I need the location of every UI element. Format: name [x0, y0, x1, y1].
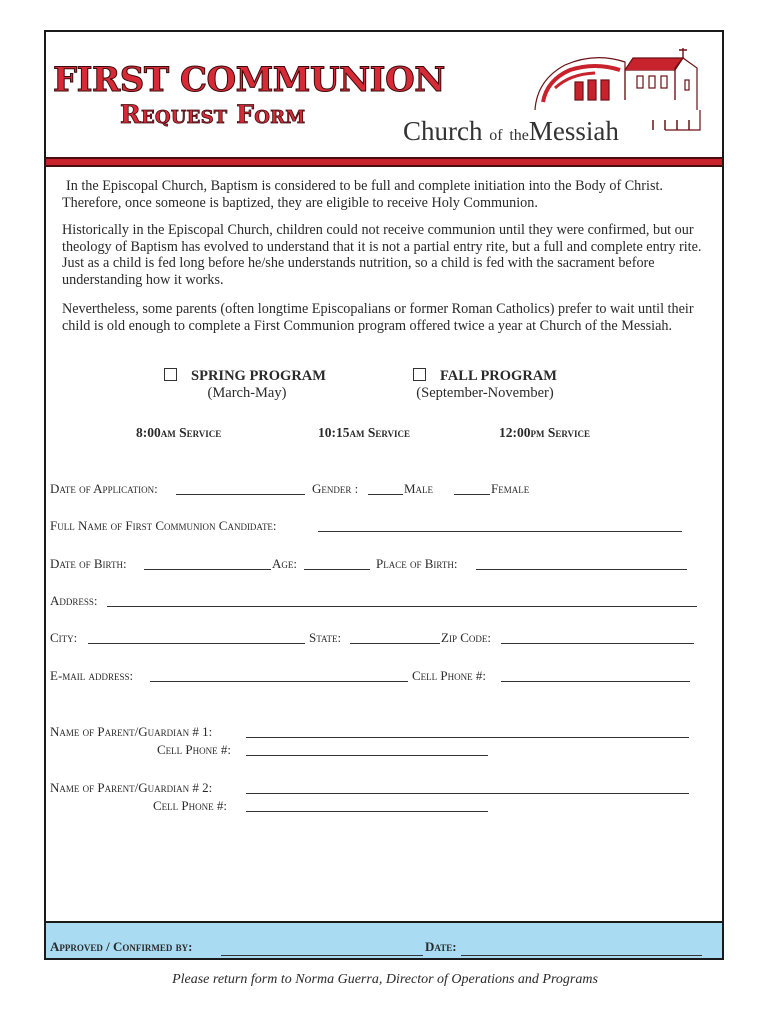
spring-program-label: SPRING PROGRAM — [191, 368, 326, 384]
address-field[interactable] — [107, 606, 697, 607]
parent1-label: Name of Parent/Guardian # 1: — [50, 724, 213, 739]
header-divider — [46, 157, 722, 167]
parent2-field[interactable] — [246, 793, 689, 794]
address-label: Address: — [50, 593, 98, 608]
full-name-field[interactable] — [318, 531, 682, 532]
place-of-birth-label: Place of Birth: — [376, 556, 458, 571]
email-field[interactable] — [150, 681, 408, 682]
church-name: Church of theMessiah — [403, 116, 619, 146]
female-field[interactable] — [454, 494, 490, 495]
date-of-birth-field[interactable] — [144, 569, 271, 570]
male-field[interactable] — [368, 494, 403, 495]
female-label: Female — [491, 481, 530, 496]
fall-checkbox[interactable] — [413, 368, 426, 381]
city-field[interactable] — [88, 643, 305, 644]
city-label: City: — [50, 630, 78, 645]
male-label: Male — [404, 481, 434, 496]
cell-phone-field[interactable] — [501, 681, 690, 682]
approval-date-field[interactable] — [461, 955, 702, 956]
parent2-cell-field[interactable] — [246, 811, 488, 812]
full-name-label: Full Name of First Communion Candidate: — [50, 518, 277, 533]
spring-checkbox[interactable] — [164, 368, 177, 381]
intro-paragraph-3: Nevertheless, some parents (often longtime Episcopalians or former Roman Catholics) prefer to wait until their child is old enough to complete a First Communion program offered twice a year at Church of the Messiah. — [62, 301, 694, 334]
approved-by-field[interactable] — [221, 955, 423, 956]
spring-program-months: (March-May) — [207, 385, 287, 401]
parent2-cell-label: Cell Phone #: — [153, 798, 228, 813]
gender-label: Gender : — [312, 481, 359, 496]
date-of-application-label: Date of Application: — [50, 481, 158, 496]
email-label: E-mail address: — [50, 668, 134, 683]
parent1-cell-label: Cell Phone #: — [157, 742, 232, 757]
intro-paragraph-1: In the Episcopal Church, Baptism is considered to be full and complete initiation into the Body of Christ. Therefore, once someone is baptized, they are eligible to receive Holy Communion. — [62, 178, 663, 211]
age-label: Age: — [272, 556, 297, 571]
date-label: Date: — [425, 939, 457, 954]
state-field[interactable] — [350, 643, 440, 644]
service-1015am: 10:15am Service — [318, 425, 411, 440]
fall-program — [395, 368, 575, 402]
return-instructions: Please return form to Norma Guerra, Director of Operations and Programs — [172, 972, 598, 987]
date-of-birth-label: Date of Birth: — [50, 556, 127, 571]
service-800am: 8:00am Service — [136, 425, 222, 440]
place-of-birth-field[interactable] — [476, 569, 687, 570]
spring-program — [150, 368, 340, 402]
zip-code-field[interactable] — [501, 643, 694, 644]
service-1200pm: 12:00pm Service — [499, 425, 591, 440]
date-of-application-field[interactable] — [176, 494, 305, 495]
parent2-label: Name of Parent/Guardian # 2: — [50, 780, 213, 795]
fall-program-label: FALL PROGRAM — [440, 368, 557, 384]
intro-paragraph-2: Historically in the Episcopal Church, children could not receive communion until they were confirmed, but our theology of Baptism has evolved to understand that it is not a partial entry rite, but a full and complete entry rite. Just as a child is fed long before he/she understands nutrition, so a child is fed with the sacrament before understanding how it works. — [62, 222, 702, 288]
form-subtitle: Request Form — [120, 100, 306, 129]
form-title: FIRST COMMUNION — [53, 60, 445, 100]
cell-phone-label: Cell Phone #: — [412, 668, 487, 683]
zip-code-label: Zip Code: — [441, 630, 491, 645]
state-label: State: — [309, 630, 342, 645]
fall-program-months: (September-November) — [416, 385, 554, 401]
approved-by-label: Approved / Confirmed by: — [50, 939, 193, 954]
age-field[interactable] — [304, 569, 370, 570]
parent1-field[interactable] — [246, 737, 689, 738]
parent1-cell-field[interactable] — [246, 755, 488, 756]
